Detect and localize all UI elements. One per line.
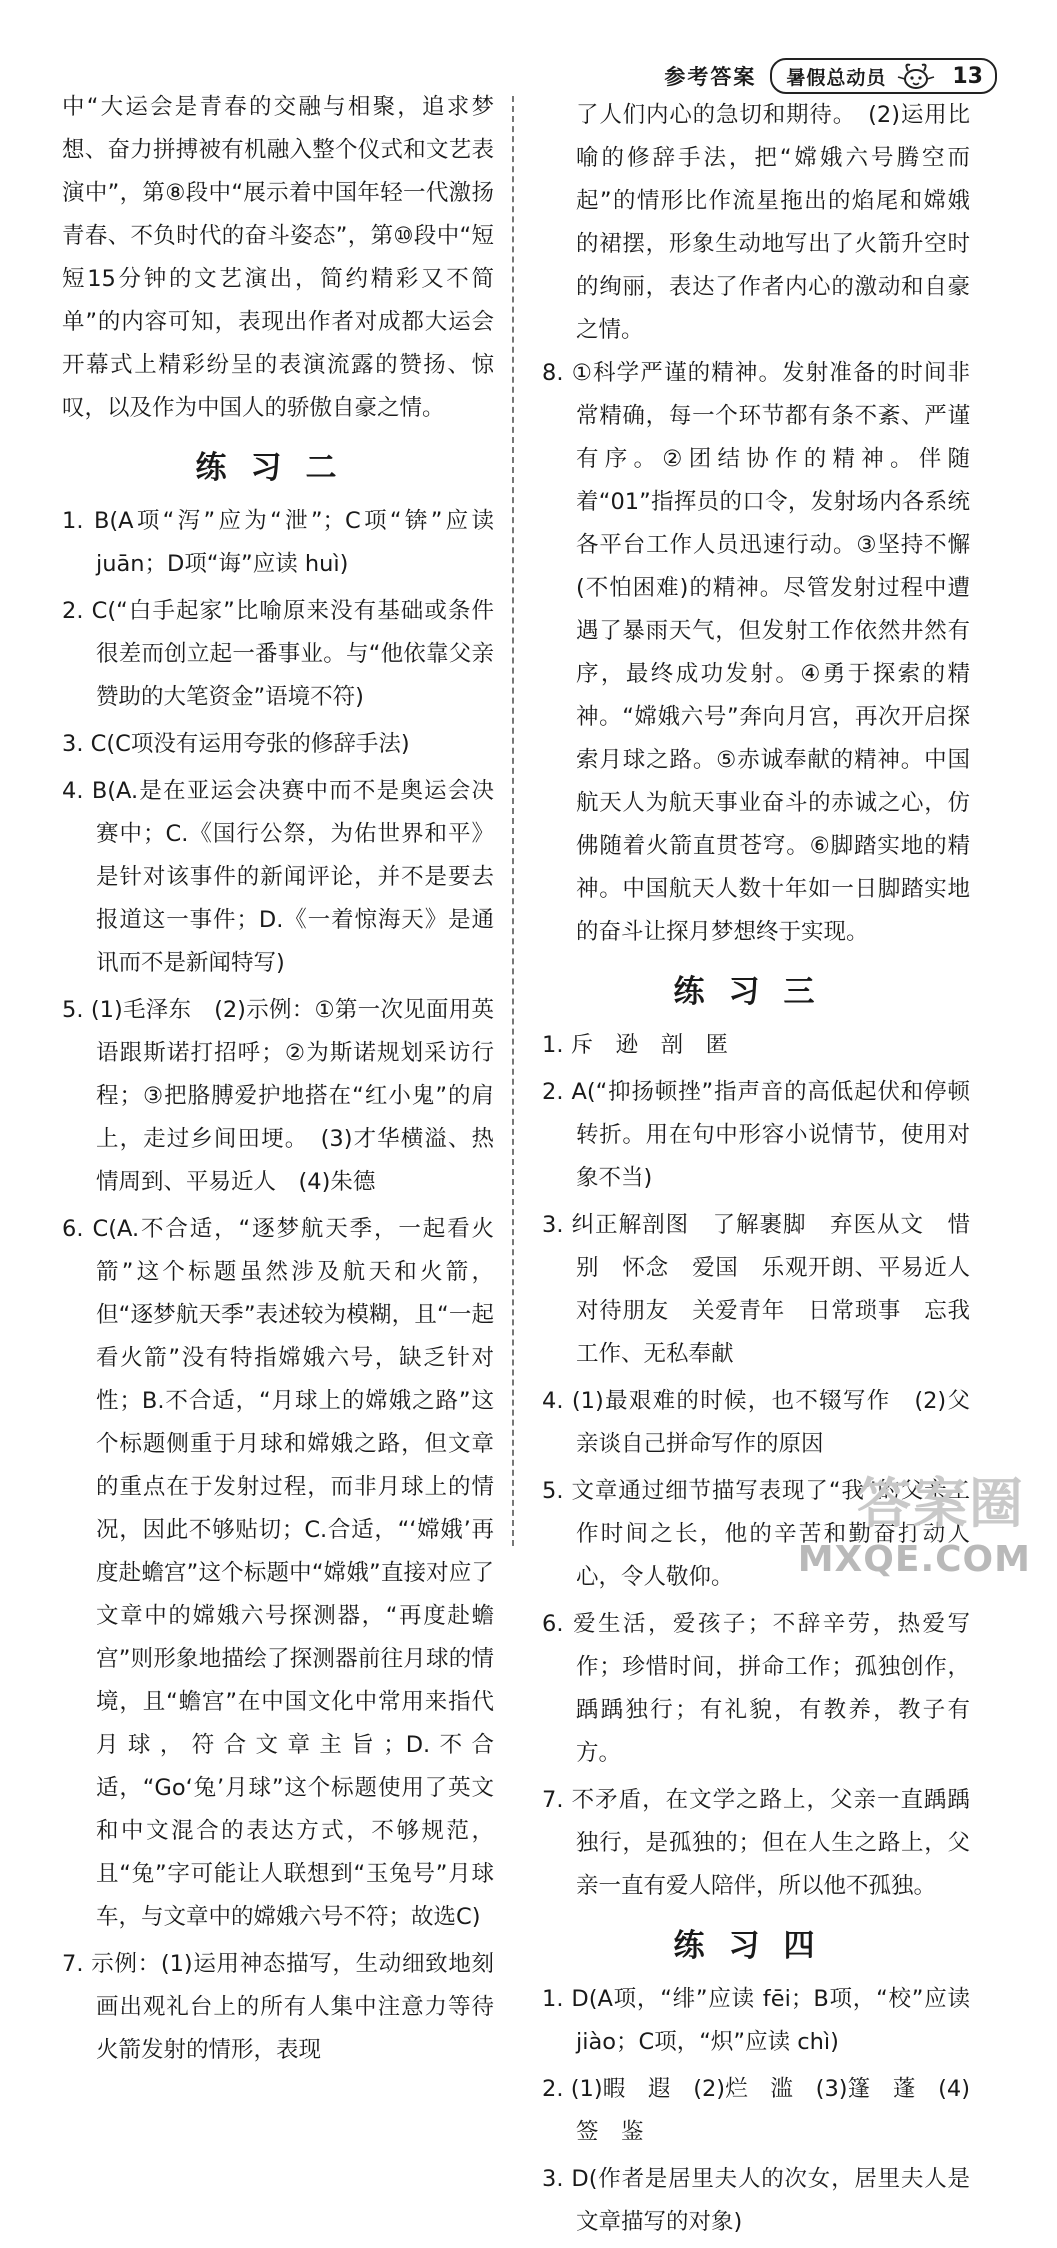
answer-item: 7. 示例：(1)运用神态描写，生动细致地刻画出观礼台上的所有人集中注意力等待火箭发射的情形，表现	[62, 1951, 494, 2063]
watermark-url: MXQE.COM	[797, 1539, 1031, 1580]
intro-paragraph: 中“大运会是青春的交融与相聚，追求梦想、奋力拼搏被有机融入整个仪式和文艺表演中”，第⑧段中“展示着中国年轻一代激扬青春、不负时代的奋斗姿态”，第⑩段中“短短15分钟的文艺演出，简约精彩又不简单”的内容可知，表现出作者对成都大运会开幕式上精彩纷呈的表演流露的赞扬、惊叹，以及作为中国人的骄傲自豪之情。	[62, 94, 494, 421]
series-name: 暑假总动员	[786, 66, 887, 89]
answer-item: 7. 不矛盾，在文学之路上，父亲一直踽踽独行，是孤独的；但在人生之路上，父亲一直有爱人陪伴，所以他不孤独。	[542, 1787, 970, 1899]
answer-item: 3. 纠正解剖图 了解裹脚 弃医从文 惜别 怀念 爱国 乐观开朗、平易近人 对待朋友 关爱青年 日常琐事 忘我工作、无私奉献	[542, 1212, 993, 1367]
answer-item: 2. C(“白手起家”比喻原来没有基础或条件很差而创立起一番事业。与“他依靠父亲赞助的大笔资金”语境不符)	[62, 598, 494, 710]
right-column	[542, 94, 993, 2248]
answer-item: 3. D(作者是居里夫人的次女，居里夫人是文章描写的对象)	[542, 2166, 970, 2235]
page-number: 13	[952, 63, 983, 89]
answer-item: 6. 爱生活，爱孩子；不辞辛劳，热爱写作；珍惜时间，拼命工作；孤独创作，踽踽独行；有礼貌，有教养，教子有方。	[542, 1611, 970, 1766]
answer-item: 4. B(A.是在亚运会决赛中而不是奥运会决赛中；C.《国行公祭，为佑世界和平》是针对该事件的新闻评论，并不是要去报道这一事件；D.《一着惊海天》是通讯而不是新闻特写)	[62, 778, 494, 976]
answer-item: 3. C(C项没有运用夸张的修辞手法)	[62, 731, 410, 757]
answer-item: 5. 文章通过细节描写表现了“我”的父亲工作时间之长，他的辛苦和勤奋打动人心，令人敬仰。	[542, 1478, 970, 1590]
column-divider	[512, 96, 514, 1546]
left-column	[62, 86, 494, 2076]
answer-item: 2. A(“抑扬顿挫”指声音的高低起伏和停顿转折。用在句中形容小说情节，使用对象不当)	[542, 1079, 970, 1191]
mascot-icon	[894, 61, 938, 91]
page-header	[664, 58, 997, 94]
section-title-4: 练习四	[673, 1928, 839, 1964]
answer-item: 8. ①科学严谨的精神。发射准备的时间非常精确，每一个环节都有条不紊、严谨有序。②团结协作的精神。伴随着“01”指挥员的口令，发射场内各系统各平台工作人员迅速行动。③坚持不懈(不怕困难)的精神。尽管发射过程中遭遇了暴雨天气，但发射工作依然井然有序，最终成功发射。④勇于探索的精神。“嫦娥六号”奔向月宫，再次开启探索月球之路。⑤赤诚奉献的精神。中国航天人为航天事业奋斗的赤诚之心，仿佛随着火箭直贯苍穹。⑥脚踏实地的精神。中国航天人数十年如一日脚踏实地的奋斗让探月梦想终于实现。	[542, 360, 970, 945]
answer-item: 1. D(A项，“绯”应读 fēi；B项，“校”应读 jiào；C项，“炽”应读 chì)	[542, 1986, 970, 2055]
continuation-paragraph: 了人们内心的急切和期待。 (2)运用比喻的修辞手法，把“嫦娥六号腾空而起”的情形比作流星拖出的焰尾和嫦娥的裙摆，形象生动地写出了火箭升空时的绚丽，表达了作者内心的激动和自豪之情。	[576, 102, 970, 343]
section-title-2: 练习二	[195, 450, 361, 486]
section-title-3: 练习三	[673, 974, 839, 1010]
answer-item: 2. (1)暇 遐 (2)烂 滥 (3)篷 蓬 (4)签 鉴	[542, 2076, 970, 2145]
answer-item: 1. 斥 逊 剖 匿	[542, 1032, 729, 1058]
answer-item: 1. B(A项“泻”应为“泄”；C项“锛”应读 juān；D项“诲”应读 huì)	[62, 508, 495, 577]
answer-item: 6. C(A.不合适，“逐梦航天季，一起看火箭”这个标题虽然涉及航天和火箭，但“逐梦航天季”表述较为模糊，且“一起看火箭”没有特指嫦娥六号，缺乏针对性；B.不合适，“月球上的嫦娥之路”这个标题侧重于月球和嫦娥之路，但文章的重点在于发射过程，而非月球上的情况，因此不够贴切；C.合适，“‘嫦娥’再度赴蟾宫”这个标题中“嫦娥”直接对应了文章中的嫦娥六号探测器，“再度赴蟾宫”则形象地描绘了探测器前往月球的情境，且“蟾宫”在中国文化中常用来指代月球，符合文章主旨；D.不合适，“Go‘兔’月球”这个标题使用了英文和中文混合的表达方式，不够规范，且“兔”字可能让人联想到“玉兔号”月球车，与文章中的嫦娥六号不符；故选C)	[62, 1216, 494, 1930]
answer-item: 4. (1)最艰难的时候，也不辍写作 (2)父亲谈自己拼命写作的原因	[542, 1388, 970, 1457]
header-label: 参考答案	[664, 65, 757, 89]
series-badge	[770, 58, 997, 94]
watermark-logo: 答案圈	[857, 1472, 1025, 1535]
answer-item: 5. (1)毛泽东 (2)示例：①第一次见面用英语跟斯诺打招呼；②为斯诺规划采访行程；③把胳膊爱护地搭在“红小鬼”的肩上，走过乡间田埂。 (3)才华横溢、热情周到、平易近人 (4)朱德	[62, 997, 494, 1195]
